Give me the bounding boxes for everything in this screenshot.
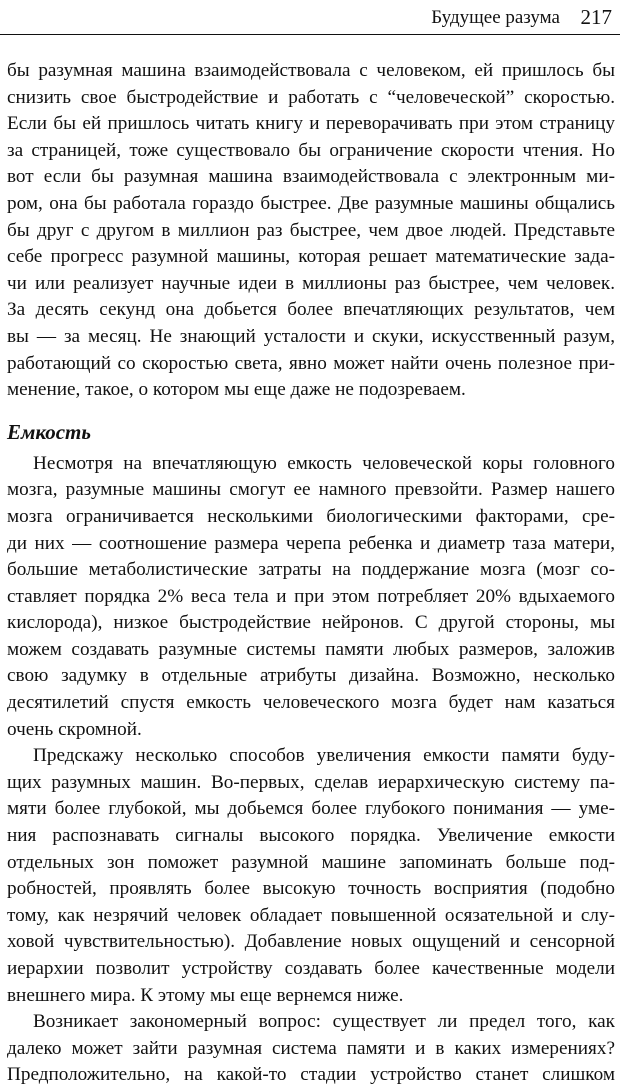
text-line: Предположительно, на какой-то стадии устройство станет слишком [7,1064,615,1086]
text-line: отдельных зон поможет разумной машине запоминать больше под- [7,851,615,873]
text-line: внешнего мира. К этому мы еще вернемся ниже. [7,984,404,1006]
text-line: работающий со скоростью света, явно может найти очень полезное при- [7,352,615,374]
text-line: робностей, проявлять более высокую точность восприятия (подобно [7,878,615,900]
text-line: далеко может зайти разумная система памяти и в каких измерениях? [7,1037,615,1059]
text-line: за страницей, тоже существовало бы ограничение скорости чтения. Но [7,139,615,161]
text-line: можем создавать разумные системы памяти любых размеров, заложив [7,638,615,660]
paragraph-4 [7,1009,615,1089]
text-line: ставляет порядка 2% веса тела и при этом потребляет 20% вдыхаемого [7,585,615,607]
text-line: свою задумку в отдельные атрибуты дизайна. Возможно, несколько [7,665,615,687]
text-line: Если бы ей пришлось читать книгу и переворачивать при этом страницу [7,113,615,135]
text-line: себе прогресс разумной машины, которая решает математические зада- [7,246,615,268]
text-line: снизить свое быстродействие и работать с “человеческой” скоростью. [7,86,615,108]
section-heading: Емкость [7,419,91,444]
text-line: десятилетий спустя емкость человеческого мозга будет нам казаться [7,692,615,714]
text-line: чи или реализует научные идеи в миллионы раз быстрее, чем человек. [7,272,615,294]
text-line: иерархии позволит устройству создавать более качественные модели [7,958,615,979]
text-line: Возникает закономерный вопрос: существует ли предел того, как [33,1011,615,1033]
paragraph-3 [7,743,615,1009]
text-line: очень скромной. [7,718,142,740]
text-line: За десять секунд она добьется более впечатляющих результатов, чем [7,299,615,321]
page-body [7,58,615,1089]
running-title: Будущее разума [431,7,560,28]
text-line: ховой чувствительностью). Добавление новых ощущений и сенсорной [7,931,615,953]
text-line: менение, такое, о котором мы еще даже не подозреваем. [7,379,466,401]
text-line: мозга, разумные машины смогут ее намного превзойти. Размер нашего [7,479,615,501]
text-line: кислорода), низкое быстродействие нейронов. С другой стороны, мы [7,612,615,634]
text-line: вот если бы разумная машина взаимодействовала с электронным ми- [7,166,615,188]
text-line: ром, она бы работала гораздо быстрее. Две разумные машины общались [7,192,615,214]
text-line: Несмотря на впечатляющую емкость человеческой коры головного [33,452,615,474]
text-line: ния распознавать сигналы высокого порядка. Увеличение емкости [7,825,615,847]
text-line: ди них — соотношение размера черепа ребенка и диаметр таза матери, [7,532,615,554]
paragraph-2 [7,451,615,744]
page-number: 217 [580,5,612,29]
text-line: тому, как незрячий человек обладает повышенной осязательной и слу- [7,904,615,926]
text-line: мозга ограничивается несколькими биологическими факторами, сре- [7,505,615,527]
text-line: щих разумных машин. Во-первых, сделав иерархическую систему па- [7,771,615,793]
paragraph-1 [7,58,615,404]
text-line: Предскажу несколько способов увеличения емкости памяти буду- [33,745,615,767]
text-line: мяти более глубокой, мы добьемся более глубокого понимания — уме- [7,798,615,820]
text-line: бы друг с другом в миллион раз быстрее, чем двое людей. Представьте [7,219,615,241]
running-head [0,0,620,35]
text-line: большие метаболистические затраты на поддержание мозга (мозг со- [7,559,615,581]
text-line: вы — за месяц. Не знающий усталости и скуки, искусственный разум, [7,325,615,347]
text-line: бы разумная машина взаимодействовала с человеком, ей пришлось бы [7,60,615,81]
